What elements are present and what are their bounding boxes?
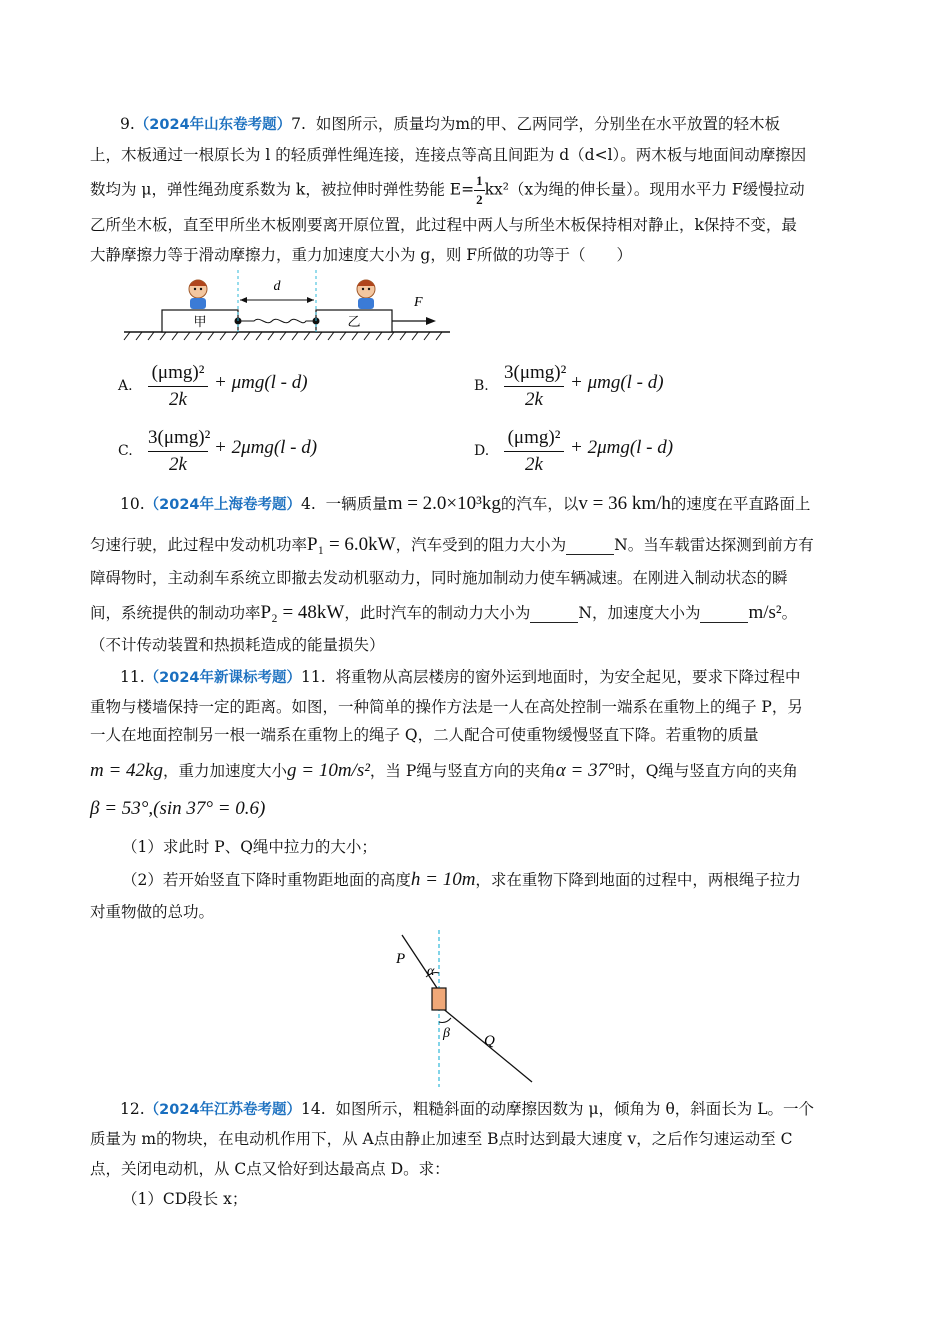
- svg-text:甲: 甲: [193, 315, 207, 330]
- q10-blank-2[interactable]: [530, 606, 578, 623]
- svg-text:α: α: [427, 964, 435, 979]
- q11-source: （2024年新课标考题）: [144, 670, 302, 686]
- svg-text:P: P: [396, 951, 406, 967]
- q10-line1: 10.（2024年上海卷考题）4. 一辆质量m = 2.0×10³kg的汽车，以v = 36 km/h的速度在平直路面上: [120, 493, 811, 514]
- q11-part2-cont: 对重物做的总功。: [90, 903, 215, 921]
- q9-source: （2024年山东卷考题）: [134, 117, 292, 133]
- q12-source: （2024年江苏卷考题）: [144, 1102, 302, 1118]
- q9-energy-fraction: $\frac{1}{2}$: [476, 173, 483, 207]
- svg-text:β: β: [443, 1026, 450, 1041]
- q10-source: （2024年上海卷考题）: [144, 497, 302, 513]
- q12-part1: （1）CD段长 x；: [122, 1190, 248, 1208]
- q11-line5: β = 53°,(sin 37° = 0.6): [90, 798, 266, 819]
- q9-line2: 上，木板通过一根原长为 l 的轻质弹性绳连接，连接点等高且间距为 d（d<l）。两木板与地面间动摩擦因: [90, 146, 807, 164]
- q9-line4: 乙所坐木板，直至甲所坐木板刚要离开原位置，此过程中两人与所坐木板保持相对静止，k保持不变，最: [90, 216, 797, 234]
- q11-line2: 重物与楼墙保持一定的距离。如图，一种简单的操作方法是一人在高处控制一端系在重物上的绳子 P，另: [90, 698, 803, 716]
- person-right-icon: [357, 280, 375, 309]
- q10-line3: 障碍物时，主动刹车系统立即撤去发动机驱动力，同时施加制动力使车辆减速。在刚进入制动状态的瞬: [90, 569, 788, 587]
- svg-text:d: d: [273, 279, 281, 294]
- svg-text:F: F: [414, 295, 423, 310]
- q12-line3: 点，关闭电动机，从 C点又恰好到达最高点 D。求：: [90, 1160, 450, 1178]
- q11-line3: 一人在地面控制另一根一端系在重物上的绳子 Q，二人配合可使重物缓慢竖直下降。若重物的质量: [90, 726, 759, 744]
- q12-line1: 12.（2024年江苏卷考题）14. 如图所示，粗糙斜面的动摩擦因数为 μ，倾角为 θ，斜面长为 L。一个: [120, 1100, 815, 1118]
- svg-text:Q: Q: [484, 1033, 495, 1049]
- q9-board-figure: [120, 270, 460, 350]
- q9-line5: 大静摩擦力等于滑动摩擦力，重力加速度大小为 g，则 F所做的功等于（ ）: [90, 246, 633, 264]
- q9-option-a[interactable]: A. (μmg)² 2k + μmg(l - d): [118, 362, 308, 410]
- q11-part1: （1）求此时 P、Q绳中拉力的大小；: [122, 838, 377, 856]
- q9-line1: 9.（2024年山东卷考题）7. 如图所示，质量均为m的甲、乙两同学，分别坐在水平放置的轻木板: [120, 115, 781, 133]
- q9-line3: 数均为 μ，弹性绳劲度系数为 k，被拉伸时弹性势能 E= $\frac{1}{2}$ kx²（x为绳的伸长量）。现用水平力 F缓慢拉动: [90, 173, 805, 207]
- q10-blank-3[interactable]: [700, 606, 748, 623]
- q11-rope-figure: [380, 925, 550, 1095]
- q9-option-c[interactable]: C. 3(μmg)² 2k + 2μmg(l - d): [118, 427, 318, 475]
- q10-line2: 匀速行驶，此过程中发动机功率P₁ = 6.0kW，汽车受到的阻力大小为 N。当车载雷达探测到前方有: [90, 534, 814, 555]
- q12-line2: 质量为 m的物块，在电动机作用下，从 A点由静止加速至 B点时达到最大速度 v，之后作匀速运动至 C: [90, 1130, 793, 1148]
- q9-option-b[interactable]: B. 3(μmg)² 2k + μmg(l - d): [474, 362, 664, 410]
- q9-option-d[interactable]: D. (μmg)² 2k + 2μmg(l - d): [474, 427, 674, 475]
- q10-line5: （不计传动装置和热损耗造成的能量损失）: [90, 636, 385, 654]
- q10-blank-1[interactable]: [566, 538, 614, 555]
- person-left-icon: [189, 280, 207, 309]
- q10-line4: 间，系统提供的制动功率P₂ = 48kW，此时汽车的制动力大小为 N，加速度大小为 m/s²。: [90, 602, 798, 623]
- q11-line4: m = 42kg，重力加速度大小g = 10m/s²，当 P绳与竖直方向的夹角α = 37°时，Q绳与竖直方向的夹角: [90, 760, 798, 781]
- hanging-weight: [432, 988, 446, 1010]
- svg-text:乙: 乙: [347, 315, 361, 330]
- q11-part2: （2）若开始竖直下降时重物距地面的高度h = 10m，求在重物下降到地面的过程中，两根绳子拉力: [122, 869, 801, 890]
- q11-line1: 11.（2024年新课标考题）11. 将重物从高层楼房的窗外运到地面时，为安全起见，要求下降过程中: [120, 668, 801, 686]
